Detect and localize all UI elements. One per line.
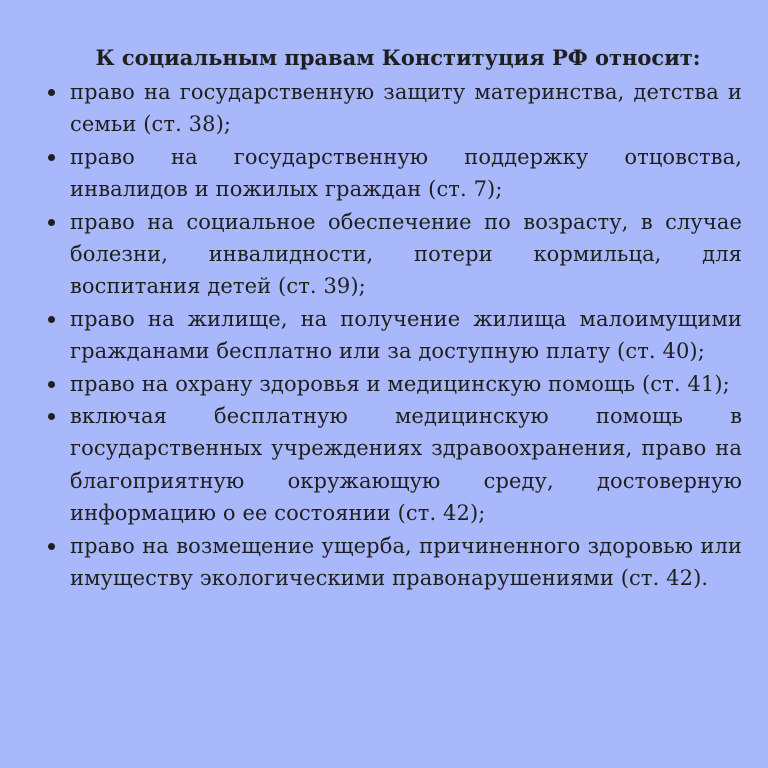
list-item-text: право на жилище, на получение жилища малоимущими гражданами бесплатно или за доступную плату (ст. 40); bbox=[70, 306, 742, 364]
bullet-icon bbox=[48, 89, 55, 96]
list-item-text: включая бесплатную медицинскую помощь в государственных учреждениях здравоохранения, право на благоприятную окружающую среду, достоверную информацию о ее состоянии (ст. 42); bbox=[70, 404, 742, 526]
bullet-icon bbox=[48, 219, 55, 226]
bullet-icon bbox=[48, 154, 55, 161]
bullet-icon bbox=[48, 543, 55, 550]
list-item bbox=[46, 530, 742, 595]
list-item bbox=[46, 141, 742, 206]
list-item-text: право на охрану здоровья и медицинскую помощь (ст. 41); bbox=[70, 371, 730, 396]
list-item bbox=[46, 76, 742, 141]
bullet-icon bbox=[48, 381, 55, 388]
slide-heading: К социальным правам Конституция РФ относит: bbox=[95, 45, 701, 70]
list-item-text: право на возмещение ущерба, причиненного здоровью или имуществу экологическими правонарушениями (ст. 42). bbox=[70, 533, 742, 591]
list-item-text: право на социальное обеспечение по возрасту, в случае болезни, инвалидности, потери кормильца, для воспитания детей (ст. 39); bbox=[70, 209, 742, 299]
list-item bbox=[46, 368, 742, 400]
list-item bbox=[46, 303, 742, 368]
list-item bbox=[46, 206, 742, 303]
list-item-text: право на государственную защиту материнства, детства и семьи (ст. 38); bbox=[70, 80, 742, 137]
rights-list bbox=[46, 76, 742, 595]
bullet-icon bbox=[48, 316, 55, 323]
bullet-icon bbox=[48, 413, 55, 420]
list-item bbox=[46, 400, 742, 530]
list-item-text: право на государственную поддержку отцовства, инвалидов и пожилых граждан (ст. 7); bbox=[70, 144, 742, 202]
